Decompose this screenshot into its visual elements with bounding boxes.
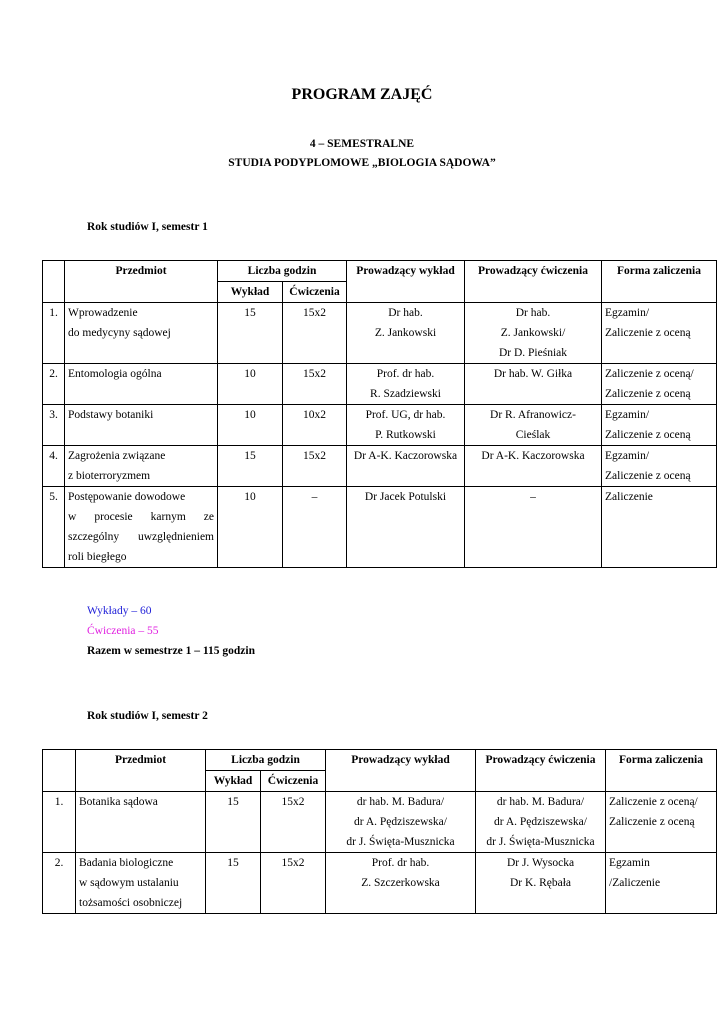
row-lecture-hours: 10 bbox=[218, 364, 283, 405]
semester1-heading: Rok studiów I, semestr 1 bbox=[87, 221, 208, 233]
row-exercise-hours: 15x2 bbox=[261, 853, 326, 914]
row-assessment-line: Egzamin/ bbox=[605, 307, 650, 319]
row-assessment bbox=[602, 487, 717, 568]
semester1-table bbox=[42, 260, 717, 568]
row-assessment-line: Zaliczenie z oceną bbox=[605, 470, 691, 482]
row-instructor-line: Dr J. Wysocka bbox=[506, 857, 575, 869]
row-subject-line: do medycyny sądowej bbox=[68, 327, 171, 339]
header-subject: Przedmiot bbox=[65, 261, 218, 303]
row-exercise-hours: 15x2 bbox=[261, 792, 326, 853]
row-assessment-line: /Zaliczenie bbox=[609, 877, 661, 889]
row-lecturer-line: dr hab. M. Badura/ bbox=[356, 796, 445, 808]
row-assessment-line: Egzamin/ bbox=[605, 450, 650, 462]
summary-total: Razem w semestrze 1 – 115 godzin bbox=[87, 645, 255, 657]
header-lecturer: Prowadzący wykład bbox=[326, 750, 476, 792]
row-instructor bbox=[465, 303, 602, 364]
row-subject bbox=[65, 446, 218, 487]
header-assessment: Forma zaliczenia bbox=[602, 261, 717, 303]
semester2-heading: Rok studiów I, semestr 2 bbox=[87, 710, 208, 722]
row-subject-line: szczególny uwzględnieniem bbox=[68, 531, 214, 543]
row-number: 5. bbox=[43, 487, 65, 568]
header-lecture-hours: Wykład bbox=[218, 282, 283, 303]
row-subject-line: tożsamości osobniczej bbox=[79, 897, 183, 909]
row-assessment bbox=[602, 364, 717, 405]
row-subject bbox=[65, 303, 218, 364]
row-instructor-line: Dr A-K. Kaczorowska bbox=[481, 450, 585, 462]
row-assessment-line: Zaliczenie z oceną bbox=[609, 816, 695, 828]
row-subject-line: Postępowanie dowodowe bbox=[68, 491, 186, 503]
row-subject bbox=[76, 792, 206, 853]
header-exercise-hours: Ćwiczenia bbox=[283, 282, 347, 303]
row-number: 4. bbox=[43, 446, 65, 487]
summary-lectures: Wykłady – 60 bbox=[87, 605, 152, 617]
table-row bbox=[43, 853, 717, 914]
row-assessment-line: Zaliczenie z oceną/ bbox=[605, 368, 694, 380]
row-assessment-line: Zaliczenie z oceną bbox=[605, 388, 691, 400]
row-subject-line: w procesie karnym ze bbox=[68, 511, 214, 523]
row-number: 1. bbox=[43, 303, 65, 364]
row-lecture-hours: 10 bbox=[218, 487, 283, 568]
row-exercise-hours: 10x2 bbox=[283, 405, 347, 446]
row-lecturer-line: Prof. UG, dr hab. bbox=[365, 409, 446, 421]
row-instructor-line: Dr D. Pieśniak bbox=[498, 347, 568, 359]
row-subject-line: Entomologia ogólna bbox=[68, 368, 162, 380]
row-assessment bbox=[606, 792, 717, 853]
row-assessment-line: Zaliczenie z oceną/ bbox=[609, 796, 698, 808]
row-lecturer-line: Dr Jacek Potulski bbox=[364, 491, 447, 503]
row-instructor bbox=[465, 405, 602, 446]
semester1-summary bbox=[87, 601, 255, 661]
table-row bbox=[43, 364, 717, 405]
row-instructor-line: Dr hab. bbox=[515, 307, 551, 319]
row-instructor-line: Dr hab. W. Giłka bbox=[493, 368, 573, 380]
row-instructor-line: Dr R. Afranowicz- bbox=[490, 409, 576, 421]
row-lecturer bbox=[347, 487, 465, 568]
row-lecturer bbox=[347, 364, 465, 405]
row-number: 2. bbox=[43, 853, 76, 914]
header-lecture-hours: Wykład bbox=[206, 771, 261, 792]
header-subject: Przedmiot bbox=[76, 750, 206, 792]
summary-exercises: Ćwiczenia – 55 bbox=[87, 625, 159, 637]
row-lecture-hours: 15 bbox=[218, 446, 283, 487]
subtitle-program-name: STUDIA PODYPLOMOWE „BIOLOGIA SĄDOWA” bbox=[228, 157, 496, 169]
row-instructor-line: – bbox=[530, 491, 536, 503]
row-lecturer bbox=[347, 303, 465, 364]
row-lecturer-line: Dr hab. bbox=[388, 307, 423, 319]
row-lecturer-line: R. Szadziewski bbox=[370, 388, 441, 400]
row-lecturer-line: Z. Szczerkowska bbox=[361, 877, 440, 889]
header-instructor: Prowadzący ćwiczenia bbox=[476, 750, 606, 792]
table-header-row bbox=[43, 261, 717, 282]
row-lecturer bbox=[347, 405, 465, 446]
row-lecture-hours: 15 bbox=[206, 853, 261, 914]
row-subject bbox=[65, 364, 218, 405]
row-assessment-line: Egzamin/ bbox=[605, 409, 650, 421]
table-row bbox=[43, 303, 717, 364]
header-number bbox=[43, 750, 76, 792]
row-assessment-line: Zaliczenie z oceną bbox=[605, 327, 691, 339]
row-subject-line: Wprowadzenie bbox=[68, 307, 138, 319]
semester2-table bbox=[42, 749, 717, 914]
row-lecturer-line: P. Rutkowski bbox=[375, 429, 436, 441]
row-instructor-line: Cieślak bbox=[515, 429, 551, 441]
table-row bbox=[43, 487, 717, 568]
row-instructor-line: dr A. Pędziszewska/ bbox=[494, 816, 587, 828]
page-title: PROGRAM ZAJĘĆ bbox=[291, 86, 433, 103]
row-exercise-hours: 15x2 bbox=[283, 364, 347, 405]
row-subject bbox=[65, 487, 218, 568]
row-subject-line: Badania biologiczne bbox=[79, 857, 174, 869]
row-number: 2. bbox=[43, 364, 65, 405]
row-lecturer bbox=[347, 446, 465, 487]
row-instructor bbox=[476, 792, 606, 853]
row-instructor bbox=[465, 364, 602, 405]
row-lecture-hours: 10 bbox=[218, 405, 283, 446]
row-subject bbox=[76, 853, 206, 914]
subtitle-semesters: 4 – SEMESTRALNE bbox=[309, 138, 415, 150]
row-lecturer bbox=[326, 853, 476, 914]
row-lecture-hours: 15 bbox=[218, 303, 283, 364]
row-instructor bbox=[476, 853, 606, 914]
row-assessment-line: Zaliczenie z oceną bbox=[605, 429, 691, 441]
row-lecturer-line: dr A. Pędziszewska/ bbox=[354, 816, 447, 828]
table-row bbox=[43, 792, 717, 853]
header-hours: Liczba godzin bbox=[218, 261, 347, 282]
row-instructor-line: Dr K. Rębała bbox=[510, 877, 571, 889]
row-lecturer-line: Prof. dr hab. bbox=[371, 857, 430, 869]
row-exercise-hours: 15x2 bbox=[283, 446, 347, 487]
table-header-row bbox=[43, 750, 717, 771]
row-lecturer-line: Z. Jankowski bbox=[374, 327, 437, 339]
row-subject-line: z bioterroryzmem bbox=[68, 470, 151, 482]
table-row bbox=[43, 405, 717, 446]
row-instructor-line: dr J. Święta-Musznicka bbox=[486, 836, 595, 848]
row-assessment bbox=[602, 446, 717, 487]
row-subject-line: w sądowym ustalaniu bbox=[79, 877, 179, 889]
row-exercise-hours: – bbox=[283, 487, 347, 568]
header-instructor: Prowadzący ćwiczenia bbox=[465, 261, 602, 303]
row-subject bbox=[65, 405, 218, 446]
header-number bbox=[43, 261, 65, 303]
row-lecturer-line: Prof. dr hab. bbox=[376, 368, 435, 380]
row-assessment bbox=[602, 405, 717, 446]
row-subject-line: roli biegłego bbox=[68, 551, 127, 563]
row-lecture-hours: 15 bbox=[206, 792, 261, 853]
row-subject-line: Podstawy botaniki bbox=[68, 409, 154, 421]
row-subject-line: Zagrożenia związane bbox=[68, 450, 166, 462]
row-number: 1. bbox=[43, 792, 76, 853]
row-assessment-line: Egzamin bbox=[609, 857, 650, 869]
row-instructor bbox=[465, 487, 602, 568]
row-lecturer-line: dr J. Święta-Musznicka bbox=[346, 836, 455, 848]
row-lecturer-line: Dr A-K. Kaczorowska bbox=[353, 450, 458, 462]
row-number: 3. bbox=[43, 405, 65, 446]
row-instructor-line: Z. Jankowski/ bbox=[500, 327, 566, 339]
row-instructor bbox=[465, 446, 602, 487]
header-assessment: Forma zaliczenia bbox=[606, 750, 717, 792]
row-assessment-line: Zaliczenie bbox=[605, 491, 653, 503]
row-assessment bbox=[606, 853, 717, 914]
row-instructor-line: dr hab. M. Badura/ bbox=[496, 796, 585, 808]
header-exercise-hours: Ćwiczenia bbox=[261, 771, 326, 792]
row-lecturer bbox=[326, 792, 476, 853]
row-assessment bbox=[602, 303, 717, 364]
row-subject-line: Botanika sądowa bbox=[79, 796, 158, 808]
header-lecturer: Prowadzący wykład bbox=[347, 261, 465, 303]
header-hours: Liczba godzin bbox=[206, 750, 326, 771]
table-row bbox=[43, 446, 717, 487]
row-exercise-hours: 15x2 bbox=[283, 303, 347, 364]
